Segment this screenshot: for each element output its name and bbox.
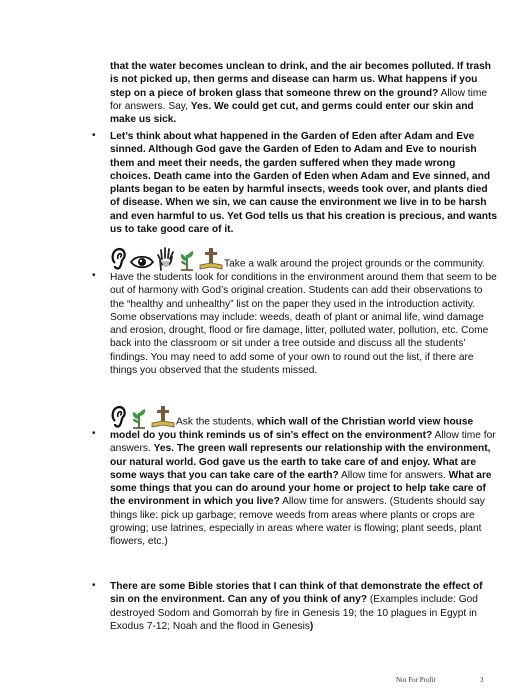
discussion-icons: [110, 405, 176, 429]
question-text: which wall of the Christian world view house model do you think reminds us of sin’s effect on the environment?: [110, 416, 474, 441]
examples-text: Allow time for answers. (Students should say things like: pick up garbage; remove weeds from areas where plants or crops are growing; use latrines, especially in areas where water is flowing; plant seeds, plant flowers, etc.): [110, 496, 485, 548]
ear-icon: [110, 405, 128, 429]
footer-label: Not For Profit: [396, 676, 436, 684]
bullet: •: [92, 130, 96, 141]
paragraph-world-view-question: [110, 405, 498, 549]
paragraph-continuation: [110, 60, 498, 126]
instruction-text: Allow time for answers.: [110, 430, 496, 455]
ask-text: Ask the students,: [176, 416, 257, 428]
activity-icons: [110, 247, 224, 271]
bullet: •: [92, 270, 96, 281]
examples-text: (Examples include: God destroyed Sodom and Gomorrah by fire in Genesis 19; the 10 plagues in Egypt in Exodus 7-12; Noah and the flood in Genesis: [110, 594, 478, 632]
paragraph-walk-activity: [110, 247, 498, 377]
cross-bible-icon: [198, 247, 224, 271]
bullet: •: [92, 580, 96, 591]
sprout-icon: [130, 405, 148, 429]
closing-paren: ): [309, 620, 314, 632]
question-text: There are some Bible stories that I can think of that demonstrate the effect of sin on the environment. Can any of you think of any?: [110, 581, 483, 606]
instruction-text: Allow time for answers.: [338, 469, 449, 481]
question-text: that the water becomes unclean to drink, and the air becomes polluted. If trash is not picked up, then germs and disease can harm us. What happens if you step on a piece of broken glass that someone threw on the ground?: [110, 61, 491, 99]
page-number: 3: [480, 676, 484, 684]
paragraph-garden-of-eden: [110, 130, 498, 236]
paragraph-bible-stories: [110, 580, 498, 633]
hand-icon: [156, 247, 176, 271]
question-text: What are some things that you can do around your home or project to help take care of the environment in which you live?: [110, 469, 492, 508]
ear-icon: [110, 247, 128, 271]
instruction-text: Allow time for answers. Say,: [110, 87, 488, 112]
garden-text: Let’s think about what happened in the Garden of Eden after Adam and Eve sinned. Although God gave the Garden of Eden to Adam and Eve to nourish them and meet their needs, the garden suffered when they made wrong choices. Death came into the Garden of Eden when Adam and Eve sinned, and plants began to be eaten by harmful insects, weeds took over, and plants died of disease. When we sin, we can cause the environment we live in to be harsh and even harmful to us. Yet God tells us that his creation is precious, and wants us to take good care of it.: [110, 131, 498, 236]
bullet: •: [92, 428, 96, 439]
cross-bible-icon: [150, 405, 176, 429]
walk-activity-text: Take a walk around the project grounds or the community. Have the students look for conditions in the environment around them that seem to be out of harmony with God’s original creation. Students can add their observations to the “healthy and unhealthy” list on the paper they used in the introduction activity. Some observations may include: weeds, death of plant or animal life, wind damage and erosion, drought, flood or fire damage, litter, polluted water, pollution, etc. Come back into the classroom or sit under a tree outside and discuss all the students’ findings. You may need to add some of your own to round out the list, if there are things you observed that the students missed.: [110, 258, 497, 377]
sprout-icon: [178, 247, 196, 271]
eye-icon: [130, 253, 154, 271]
answer-text: Yes. We could get cut, and germs could enter our skin and make us sick.: [110, 100, 474, 126]
answer-text: Yes. The green wall represents our relationship with the environment, our natural world. God gave us the earth to take care of and enjoy. What are some ways that you can take care of the earth?: [110, 443, 491, 481]
